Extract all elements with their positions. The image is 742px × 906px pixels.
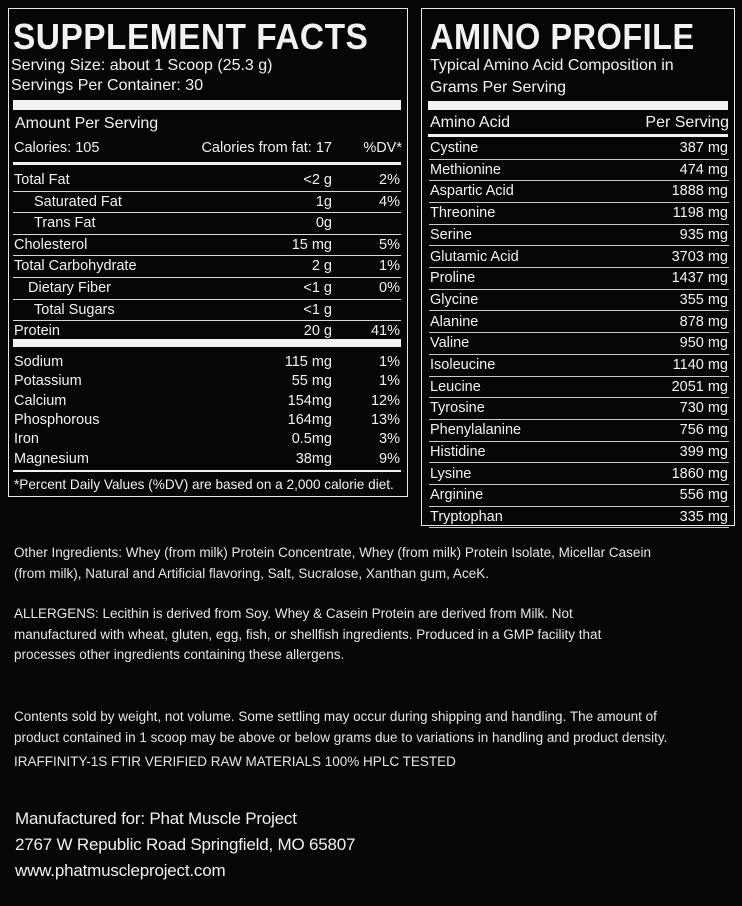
nutrient-row <box>14 171 404 189</box>
amino-row <box>429 464 729 486</box>
amino-name: Threonine <box>430 205 496 222</box>
servings-per-container: Servings Per Container: 30 <box>11 77 204 94</box>
amino-name: Serine <box>430 226 472 243</box>
mineral-label: Sodium <box>14 354 64 370</box>
amino-name: Tyrosine <box>430 400 485 417</box>
amino-subtitle-line2: Grams Per Serving <box>430 79 567 96</box>
nutrient-amount: 20 g <box>303 323 332 340</box>
thick-divider <box>13 339 401 347</box>
nutrient-row <box>14 257 404 275</box>
allergens-line: manufactured with wheat, gluten, egg, fish, or shellfish ingredients. Produced in a GMP facility that <box>14 626 602 642</box>
amino-value: 2051 mg <box>671 378 728 395</box>
mineral-label: Calcium <box>14 392 67 409</box>
amino-profile-panel <box>421 8 735 526</box>
amino-name: Lysine <box>430 465 472 482</box>
amino-value: 3703 mg <box>671 248 728 265</box>
row-divider <box>13 255 401 256</box>
amino-value: 474 mg <box>679 161 728 178</box>
nutrient-label: Total Sugars <box>34 301 115 318</box>
amino-row <box>429 225 729 247</box>
amino-name: Tryptophan <box>430 508 503 525</box>
serving-size: Serving Size: about 1 Scoop (25.3 g) <box>11 57 273 74</box>
amino-row <box>429 420 729 442</box>
amino-row <box>429 507 729 529</box>
nutrient-label: Saturated Fat <box>34 193 122 210</box>
mineral-label: Phosphorous <box>14 411 100 428</box>
amino-row <box>429 398 729 420</box>
amino-value: 355 mg <box>679 291 728 308</box>
amino-row <box>429 290 729 312</box>
calories-from-fat: Calories from fat: 17 <box>201 140 332 156</box>
supplement-facts-panel <box>8 8 408 497</box>
nutrient-label: Dietary Fiber <box>28 280 111 296</box>
mineral-dv: 1% <box>379 354 400 370</box>
mineral-label: Magnesium <box>14 450 89 467</box>
nutrient-row <box>14 214 404 232</box>
amino-row <box>429 160 729 182</box>
nutrient-label: Trans Fat <box>34 215 96 232</box>
amino-value: 399 mg <box>679 443 728 460</box>
amino-name: Alanine <box>430 313 479 330</box>
nutrient-label: Protein <box>14 323 60 340</box>
nutrient-dv: 5% <box>379 236 400 253</box>
dv-header: %DV* <box>363 140 402 156</box>
amino-row <box>429 247 729 269</box>
nutrient-dv: 2% <box>379 172 400 188</box>
nutrient-amount: <1 g <box>303 301 332 318</box>
dv-footnote: *Percent Daily Values (%DV) are based on a 2,000 calorie diet. <box>14 477 394 492</box>
amino-value: 878 mg <box>679 313 728 330</box>
medium-divider <box>13 162 401 165</box>
row-divider <box>13 277 401 278</box>
mineral-amount: 154mg <box>287 392 332 409</box>
verification-text: IRAFFINITY-1S FTIR VERIFIED RAW MATERIALS 100% HPLC TESTED <box>14 754 456 769</box>
verification-note <box>14 752 742 773</box>
contents-notice-line: product contained in 1 scoop may be above or below grams due to variations in handling and product density. <box>14 729 668 745</box>
amino-header-row <box>430 112 730 134</box>
nutrient-amount: 0g <box>315 215 332 232</box>
nutrient-dv: 4% <box>379 193 400 210</box>
mineral-amount: 55 mg <box>291 373 332 390</box>
amino-value: 1198 mg <box>672 205 728 222</box>
mineral-dv: 1% <box>379 373 400 390</box>
nutrient-dv: 1% <box>379 258 400 275</box>
amino-name: Isoleucine <box>430 357 496 373</box>
amino-col-name: Amino Acid <box>430 114 511 131</box>
amino-row <box>429 203 729 225</box>
calories-value: Calories: 105 <box>14 140 100 156</box>
amino-value: 1860 mg <box>671 465 728 482</box>
amino-name: Phenylalanine <box>430 422 522 439</box>
amino-row <box>429 268 729 290</box>
mineral-dv: 13% <box>370 411 400 428</box>
nutrient-amount: 2 g <box>311 258 332 275</box>
mineral-label: Potassium <box>14 373 82 390</box>
amino-row <box>429 333 729 355</box>
nutrient-label: Total Fat <box>14 172 70 188</box>
amount-per-serving: Amount Per Serving <box>15 115 159 132</box>
amino-name: Aspartic Acid <box>430 183 514 200</box>
manufacturer-name: Manufactured for: Phat Muscle Project <box>15 809 297 828</box>
mineral-label: Iron <box>14 431 39 448</box>
mineral-amount: 115 mg <box>284 354 332 370</box>
supplement-facts-title: SUPPLEMENT FACTS <box>13 16 369 57</box>
amino-row <box>429 181 729 203</box>
amino-name: Histidine <box>430 443 486 460</box>
row-divider <box>13 320 401 321</box>
footnote-divider <box>13 470 401 472</box>
amino-name: Glycine <box>430 291 479 308</box>
row-divider <box>13 299 401 300</box>
thick-divider <box>428 101 728 110</box>
mineral-row <box>14 450 404 468</box>
allergens-line: ALLERGENS: Lecithin is derived from Soy. Whey & Casein Protein are derived from Milk. Not <box>14 606 573 621</box>
nutrient-row <box>14 322 404 340</box>
nutrient-row <box>14 193 404 211</box>
nutrient-label: Total Carbohydrate <box>14 258 137 275</box>
other-ingredients-line: Other Ingredients: Whey (from milk) Protein Concentrate, Whey (from milk) Protein Isolate, Micellar Casein <box>14 545 651 560</box>
amino-row <box>429 138 729 160</box>
mineral-amount: 164mg <box>287 411 332 428</box>
mineral-row <box>14 372 404 390</box>
thick-divider <box>13 100 401 110</box>
nutrient-amount: 1g <box>315 193 332 210</box>
nutrient-row <box>14 301 404 319</box>
manufacturer-website[interactable]: www.phatmuscleproject.com <box>15 861 226 880</box>
nutrient-row <box>14 279 404 297</box>
nutrient-dv: 41% <box>370 323 400 340</box>
amino-name: Arginine <box>430 487 484 504</box>
nutrient-dv: 0% <box>379 280 400 296</box>
nutrient-amount: <1 g <box>303 280 332 296</box>
mineral-amount: 0.5mg <box>291 431 332 448</box>
amino-header-divider <box>428 134 728 137</box>
amino-row <box>429 355 729 377</box>
mineral-dv: 9% <box>379 450 400 467</box>
manufacturer-address: 2767 W Republic Road Springfield, MO 65807 <box>15 835 356 854</box>
amino-row <box>429 377 729 399</box>
amino-value: 1140 mg <box>672 357 728 373</box>
mineral-row <box>14 411 404 429</box>
other-ingredients <box>14 543 742 584</box>
amino-value: 1437 mg <box>671 270 728 287</box>
calories-row <box>14 139 404 157</box>
nutrient-amount: <2 g <box>303 172 332 188</box>
amino-name: Valine <box>430 335 470 352</box>
allergens-line: processes other ingredients containing these allergens. <box>14 647 345 662</box>
amino-profile-title: AMINO PROFILE <box>430 16 695 57</box>
row-divider <box>13 191 401 192</box>
nutrient-row <box>14 236 404 254</box>
mineral-amount: 38mg <box>295 450 332 467</box>
amino-value: 935 mg <box>679 226 728 243</box>
amino-row <box>429 312 729 334</box>
amino-name: Cystine <box>430 140 479 156</box>
mineral-row <box>14 392 404 410</box>
amino-value: 730 mg <box>679 400 728 417</box>
mineral-dv: 3% <box>379 431 400 448</box>
allergens <box>14 604 742 666</box>
amino-col-value: Per Serving <box>645 114 729 131</box>
amino-value: 387 mg <box>679 140 728 156</box>
amino-value: 756 mg <box>679 422 728 439</box>
contents-notice-line: Contents sold by weight, not volume. Some settling may occur during shipping and handling. The amount of <box>14 709 657 724</box>
amino-value: 950 mg <box>679 335 728 352</box>
amino-name: Glutamic Acid <box>430 248 519 265</box>
contents-notice <box>14 707 742 748</box>
amino-name: Leucine <box>430 378 481 395</box>
row-divider <box>13 212 401 213</box>
amino-name: Methionine <box>430 161 501 178</box>
amino-value: 1888 mg <box>671 183 728 200</box>
row-divider <box>13 234 401 235</box>
amino-name: Proline <box>430 270 476 287</box>
amino-value: 556 mg <box>679 487 728 504</box>
other-ingredients-line: (from milk), Natural and Artificial flavoring, Salt, Sucralose, Xanthan gum, AceK. <box>14 565 489 581</box>
amino-subtitle-line1: Typical Amino Acid Composition in <box>430 57 674 74</box>
mineral-dv: 12% <box>370 392 400 409</box>
mineral-row <box>14 353 404 371</box>
nutrient-label: Cholesterol <box>14 236 88 253</box>
amino-row <box>429 485 729 507</box>
amino-row <box>429 442 729 464</box>
nutrient-amount: 15 mg <box>291 236 332 253</box>
mineral-row <box>14 430 404 448</box>
amino-value: 335 mg <box>679 508 728 525</box>
